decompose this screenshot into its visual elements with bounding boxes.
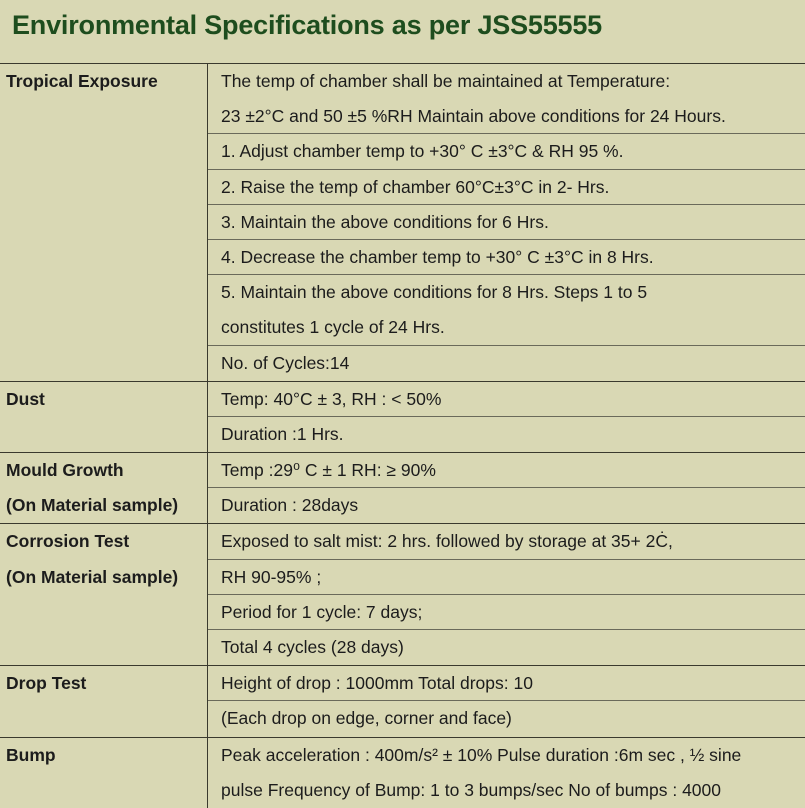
- spec-value-line: Exposed to salt mist: 2 hrs. followed by storage at 35+ 2Ċ,: [208, 524, 805, 559]
- spec-value-line: No. of Cycles:14: [221, 352, 350, 373]
- spec-label: Corrosion Test: [6, 531, 130, 552]
- spec-section: [0, 452, 805, 523]
- spec-value-line: 2. Raise the temp of chamber 60°C±3°C in 2- Hrs.: [208, 170, 805, 205]
- spec-value-line: 1. Adjust chamber temp to +30° C ±3°C & RH 95 %.: [208, 134, 805, 169]
- spec-value-line: Duration :1 Hrs.: [221, 423, 344, 444]
- spec-label-cell: [0, 738, 208, 808]
- spec-value-cell: [208, 64, 805, 381]
- spec-value-line: Peak acceleration : 400m/s² ± 10% Pulse duration :6m sec , ½ sine: [221, 744, 742, 765]
- spec-label: Dust: [6, 388, 45, 409]
- spec-label-cell: [0, 382, 208, 452]
- specifications-table: [0, 63, 805, 808]
- spec-value-line: Temp :29⁰ C ± 1 RH: ≥ 90%: [208, 453, 805, 488]
- spec-value-line: (Each drop on edge, corner and face): [221, 708, 512, 729]
- spec-label: Tropical Exposure: [6, 71, 158, 91]
- spec-value-line: The temp of chamber shall be maintained at Temperature:: [221, 71, 671, 91]
- spec-value-cell: [208, 666, 805, 736]
- spec-value-line: 5. Maintain the above conditions for 8 Hrs. Steps 1 to 5: [221, 282, 648, 303]
- spec-value-line: RH 90-95% ;: [208, 560, 805, 595]
- spec-label-cell: [0, 64, 208, 381]
- spec-value-line: 23 ±2°C and 50 ±5 %RH Maintain above conditions for 24 Hours.: [208, 99, 805, 134]
- page-title: Environmental Specifications as per JSS55555: [12, 10, 602, 40]
- spec-label: Drop Test: [6, 673, 87, 694]
- spec-value-line: Temp: 40°C ± 3, RH : < 50%: [208, 382, 805, 417]
- spec-value-line: Height of drop : 1000mm Total drops: 10: [208, 666, 805, 701]
- spec-value-line: Duration : 28days: [221, 495, 359, 516]
- spec-section: [0, 381, 805, 452]
- spec-label-cell: [0, 453, 208, 523]
- spec-value-cell: [208, 382, 805, 452]
- spec-value-line: 4. Decrease the chamber temp to +30° C ±3°C in 8 Hrs.: [208, 240, 805, 275]
- spec-value-cell: [208, 453, 805, 523]
- spec-value-line: Total 4 cycles (28 days): [221, 637, 404, 657]
- spec-section: [0, 737, 805, 808]
- spec-value-line: pulse Frequency of Bump: 1 to 3 bumps/sec No of bumps : 4000: [221, 779, 721, 800]
- spec-value-cell: [208, 738, 805, 808]
- spec-label: (On Material sample): [6, 495, 179, 516]
- spec-value-cell: [208, 524, 805, 665]
- spec-value-line: 3. Maintain the above conditions for 6 Hrs.: [208, 205, 805, 240]
- spec-label: Bump: [6, 744, 56, 765]
- spec-label: (On Material sample): [6, 566, 179, 587]
- spec-value-line: Period for 1 cycle: 7 days;: [208, 595, 805, 630]
- spec-label-cell: [0, 666, 208, 736]
- spec-label: Mould Growth: [6, 460, 124, 481]
- spec-section: [0, 63, 805, 381]
- spec-section: [0, 665, 805, 736]
- spec-section: [0, 523, 805, 665]
- spec-label-cell: [0, 524, 208, 665]
- spec-value-line: constitutes 1 cycle of 24 Hrs.: [208, 310, 805, 345]
